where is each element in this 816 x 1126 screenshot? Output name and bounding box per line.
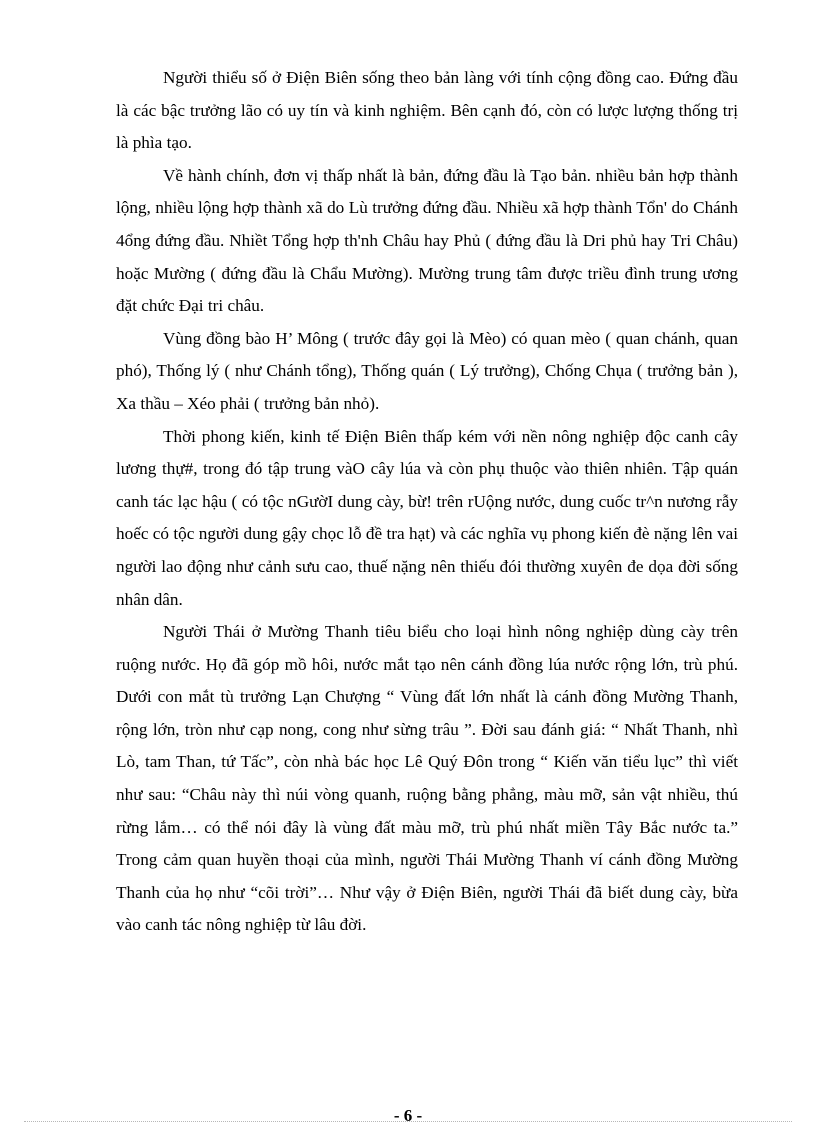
paragraph-feudal-economy: Thời phong kiến, kinh tế Điện Biên thấp kém với nền nông nghiệp độc canh cây lương thự#, trong đó tập trung vàO cây lúa và còn phụ thuộc vào thiên nhiên. Tập quán canh tác lạc hậu ( có tộc nGườI dung cày, bừ! trên rUộng nước, dung cuốc tr^n nương rẫy hoếc có tộc người dung gậy chọc lỗ đề tra hạt) và các nghĩa vụ phong kiến đè nặng lên vai người lao động như cảnh sưu cao, thuế nặng nên thiếu đói thường xuyên đe dọa đời sống nhân dân. [116,426,738,609]
paragraph-administration: Về hành chính, đơn vị thấp nhất là bản, đứng đầu là Tạo bản. nhiều bản hợp thành lộng, nhiều lộng hợp thành xã do Lù trưởng đứng đầu. Nhiều xã hợp thành Tổn' do Chánh 4ổng đứng đầu. Nhiềt Tổng hợp th'nh Châu hay Phủ ( đứng đầu là Dri phủ hay Tri Châu) hoặc Mường ( đứng đầu là Chẩu Mường). Mường trung tâm được triều đình trung ương đặt chức Đại tri châu. [116,165,738,316]
page-number: - 6 - [393,1106,423,1125]
document-body [116,62,738,942]
paragraph-muong-thanh: Người Thái ở Mường Thanh tiêu biểu cho loại hình nông nghiệp dùng cày trên ruộng nước. Họ đã góp mồ hôi, nước mắt tạo nên cánh đồng lúa nước rộng lớn, trù phú. Dưới con mắt tù trưởng Lạn Chượng “ Vùng đất lớn nhất là cánh đồng Mường Thanh, rộng lớn, tròn như cạp nong, cong như sừng trâu ”. Đời sau đánh giá: “ Nhất Thanh, nhì Lò, tam Than, tứ Tấc”, còn nhà bác học Lê Quý Đôn trong “ Kiến văn tiểu lục” thì viết như sau: “Châu này thì núi vòng quanh, ruộng bằng phẳng, màu mỡ, sản vật nhiều, thú rừng lắm… có thể nói đây là vùng đất màu mỡ, trù phú nhất miền Tây Bắc nước ta.” Trong cảm quan huyền thoại của mình, người Thái Mường Thanh ví cánh đồng Mường Thanh của họ như “cõi trời”… Như vậy ở Điện Biên, người Thái đã biết dung cày, bừa vào canh tác nông nghiệp từ lâu đời. [116,622,738,935]
paragraph-community: Người thiểu số ở Điện Biên sống theo bản làng với tính cộng đồng cao. Đứng đầu là các bậc trưởng lão có uy tín và kinh nghiệm. Bên cạnh đó, còn có lược lượng thống trị là phìa tạo. [116,68,738,153]
footer-divider [24,1121,792,1122]
paragraph-hmong: Vùng đồng bào H’ Mông ( trước đây gọi là Mèo) có quan mèo ( quan chánh, quan phó), Thống lý ( như Chánh tổng), Thống quán ( Lý trưởng), Chống Chụa ( trưởng bản ), Xa thầu – Xéo phải ( trưởng bản nhỏ). [116,328,738,413]
